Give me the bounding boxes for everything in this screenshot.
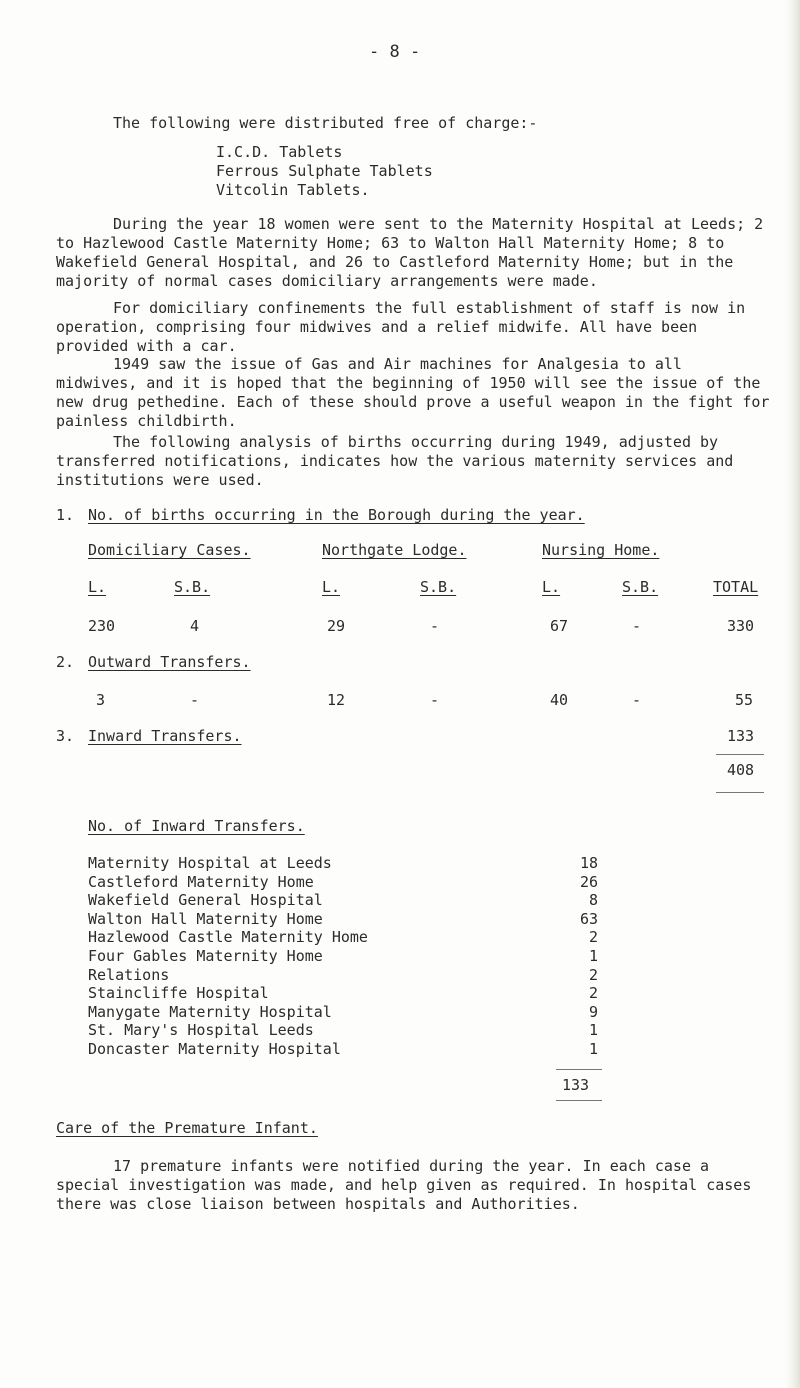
transfer-source: Wakefield General Hospital (88, 891, 323, 910)
total-rule (556, 1100, 602, 1101)
transfer-count: 1 (588, 1039, 598, 1058)
transfer-source: Four Gables Maternity Home (88, 946, 323, 965)
section-number: 3. (56, 727, 75, 745)
transfer-count: 26 (579, 872, 598, 891)
total-rule (716, 792, 764, 793)
column-header: S.B. (174, 578, 211, 596)
transfer-count: 1 (588, 1021, 598, 1040)
table-cell: - (430, 691, 440, 709)
table-cell: 230 (88, 617, 116, 635)
column-header: TOTAL (713, 578, 759, 596)
free-item: Vitcolin Tablets. (216, 181, 370, 199)
premature-paragraph: 17 premature infants were notified during the year. In each case a special investigation was made, and help given as required. In hospital cases there was close liaison between hospitals and Authorities. (56, 1157, 752, 1213)
inward-transfers-total: 133 (562, 1076, 590, 1094)
total-rule (716, 754, 764, 755)
paragraph-domiciliary: For domiciliary confinements the full establishment of staff is now in operation, comprising four midwives and a relief midwife. All have been provided with a car. (56, 299, 746, 355)
page-edge (786, 0, 800, 1388)
transfer-count: 8 (588, 891, 598, 910)
transfer-source: Walton Hall Maternity Home (88, 909, 323, 928)
table-cell: - (190, 691, 200, 709)
section-title-outward: Outward Transfers. (88, 653, 251, 671)
transfer-count: 1 (588, 946, 598, 965)
group-northgate: Northgate Lodge. (322, 541, 467, 559)
transfer-source: Relations (88, 965, 170, 984)
free-item: Ferrous Sulphate Tablets (216, 162, 433, 180)
table-cell: 55 (735, 691, 754, 709)
inward-transfers-title: No. of Inward Transfers. (88, 817, 305, 835)
transfer-count: 63 (579, 909, 598, 928)
table-cell: 12 (327, 691, 346, 709)
paragraph-analysis: The following analysis of births occurring during 1949, adjusted by transferred notifications, indicates how the various maternity services and institutions were used. (56, 433, 734, 489)
transfer-source: Manygate Maternity Hospital (88, 1002, 332, 1021)
page-number: - 8 - (369, 42, 421, 62)
group-nursing-home: Nursing Home. (542, 541, 660, 559)
inward-transfers-counts (568, 854, 598, 1059)
transfer-source: Staincliffe Hospital (88, 984, 269, 1003)
table-cell: - (632, 617, 642, 635)
transfer-source: Doncaster Maternity Hospital (88, 1039, 341, 1058)
table-cell: 29 (327, 617, 346, 635)
table-cell: 67 (550, 617, 569, 635)
transfer-source: Castleford Maternity Home (88, 872, 314, 891)
transfer-source: Hazlewood Castle Maternity Home (88, 928, 368, 947)
group-domiciliary: Domiciliary Cases. (88, 541, 251, 559)
section-title-births: No. of births occurring in the Borough during the year. (88, 506, 585, 524)
table-cell: - (430, 617, 440, 635)
table-cell: 3 (96, 691, 106, 709)
paragraph-analgesia: 1949 saw the issue of Gas and Air machines for Analgesia to all midwives, and it is hoped that the beginning of 1950 will see the issue of the new drug pethedine. Each of these should prove a useful weapon in the fight for painless childbirth. (56, 355, 770, 430)
inward-transfers-list (88, 854, 368, 1059)
transfer-count: 2 (588, 965, 598, 984)
grand-total: 408 (727, 761, 755, 779)
total-rule (556, 1069, 602, 1070)
section-number: 2. (56, 653, 75, 671)
table-cell: - (632, 691, 642, 709)
inward-total: 133 (727, 727, 755, 745)
transfer-source: St. Mary's Hospital Leeds (88, 1021, 314, 1040)
transfer-count: 2 (588, 984, 598, 1003)
paragraph-transfers: During the year 18 women were sent to the Maternity Hospital at Leeds; 2 to Hazlewood Castle Maternity Home; 63 to Walton Hall Maternity Home; 8 to Wakefield General Hospital, and 26 to Castleford Maternity Home; but in the majority of normal cases domiciliary arrangements were made. (56, 215, 764, 290)
transfer-count: 2 (588, 928, 598, 947)
section-number: 1. (56, 506, 75, 524)
column-header: S.B. (622, 578, 659, 596)
free-item: I.C.D. Tablets (216, 143, 343, 161)
table-cell: 330 (727, 617, 755, 635)
column-header: L. (88, 578, 107, 596)
transfer-source: Maternity Hospital at Leeds (88, 854, 332, 872)
column-header: S.B. (420, 578, 457, 596)
section-title-inward: Inward Transfers. (88, 727, 242, 745)
premature-title: Care of the Premature Infant. (56, 1119, 318, 1137)
transfer-count: 9 (588, 1002, 598, 1021)
transfer-count: 18 (579, 854, 598, 872)
column-header: L. (322, 578, 341, 596)
table-cell: 4 (190, 617, 200, 635)
free-items-intro: The following were distributed free of charge:- (113, 114, 538, 132)
table-cell: 40 (550, 691, 569, 709)
column-header: L. (542, 578, 561, 596)
